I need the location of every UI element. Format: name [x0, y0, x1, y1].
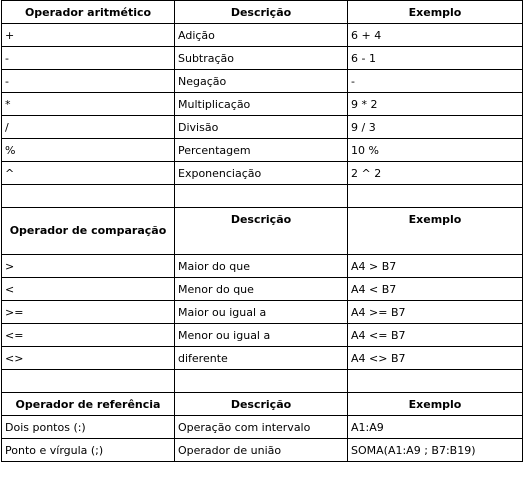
example-cell: 9 * 2 — [348, 93, 523, 116]
operator-cell: Ponto e vírgula (;) — [2, 439, 175, 462]
example-cell: A1:A9 — [348, 416, 523, 439]
comparison-header-row — [2, 208, 523, 255]
column-header: Operador de referência — [2, 393, 175, 416]
operators-table — [1, 0, 523, 462]
description-cell: Menor do que — [175, 278, 348, 301]
operator-cell: ^ — [2, 162, 175, 185]
table-row — [2, 324, 523, 347]
table-row — [2, 162, 523, 185]
reference-header-row — [2, 393, 523, 416]
description-cell: Multiplicação — [175, 93, 348, 116]
table-row — [2, 70, 523, 93]
description-cell: Maior do que — [175, 255, 348, 278]
column-header: Operador de comparação — [2, 208, 175, 255]
operator-cell: + — [2, 24, 175, 47]
table-row — [2, 439, 523, 462]
description-cell: Subtração — [175, 47, 348, 70]
description-cell: Operador de união — [175, 439, 348, 462]
empty-cell — [175, 185, 348, 208]
empty-cell — [348, 185, 523, 208]
example-cell: 9 / 3 — [348, 116, 523, 139]
description-cell: Divisão — [175, 116, 348, 139]
empty-cell — [348, 370, 523, 393]
table-row — [2, 416, 523, 439]
arithmetic-header-row — [2, 1, 523, 24]
description-cell: Adição — [175, 24, 348, 47]
table-row — [2, 24, 523, 47]
table-row — [2, 93, 523, 116]
empty-cell — [2, 370, 175, 393]
table-row — [2, 139, 523, 162]
column-header: Descrição — [175, 1, 348, 24]
operator-cell: <= — [2, 324, 175, 347]
example-cell: A4 < B7 — [348, 278, 523, 301]
example-cell: 6 - 1 — [348, 47, 523, 70]
column-header: Exemplo — [348, 1, 523, 24]
empty-cell — [2, 185, 175, 208]
operator-cell: Dois pontos (:) — [2, 416, 175, 439]
operator-cell: % — [2, 139, 175, 162]
description-cell: Menor ou igual a — [175, 324, 348, 347]
operator-cell: - — [2, 70, 175, 93]
column-header: Exemplo — [348, 393, 523, 416]
operator-cell: / — [2, 116, 175, 139]
example-cell: 2 ^ 2 — [348, 162, 523, 185]
example-cell: A4 <> B7 — [348, 347, 523, 370]
example-cell: A4 >= B7 — [348, 301, 523, 324]
spacer-row — [2, 370, 523, 393]
table-row — [2, 301, 523, 324]
table-row — [2, 47, 523, 70]
example-cell: 6 + 4 — [348, 24, 523, 47]
table-row — [2, 278, 523, 301]
description-cell: Negação — [175, 70, 348, 93]
description-cell: Operação com intervalo — [175, 416, 348, 439]
column-header: Descrição — [175, 393, 348, 416]
example-cell: A4 > B7 — [348, 255, 523, 278]
operator-cell: * — [2, 93, 175, 116]
example-cell: - — [348, 70, 523, 93]
description-cell: Exponenciação — [175, 162, 348, 185]
description-cell: Maior ou igual a — [175, 301, 348, 324]
empty-cell — [175, 370, 348, 393]
operator-cell: >= — [2, 301, 175, 324]
operator-cell: - — [2, 47, 175, 70]
example-cell: 10 % — [348, 139, 523, 162]
table-row — [2, 116, 523, 139]
spacer-row — [2, 185, 523, 208]
example-cell: A4 <= B7 — [348, 324, 523, 347]
operator-cell: < — [2, 278, 175, 301]
description-cell: diferente — [175, 347, 348, 370]
example-cell: SOMA(A1:A9 ; B7:B19) — [348, 439, 523, 462]
column-header: Operador aritmético — [2, 1, 175, 24]
description-cell: Percentagem — [175, 139, 348, 162]
operator-cell: <> — [2, 347, 175, 370]
column-header: Descrição — [175, 208, 348, 255]
operator-cell: > — [2, 255, 175, 278]
column-header: Exemplo — [348, 208, 523, 255]
table-row — [2, 255, 523, 278]
table-row — [2, 347, 523, 370]
